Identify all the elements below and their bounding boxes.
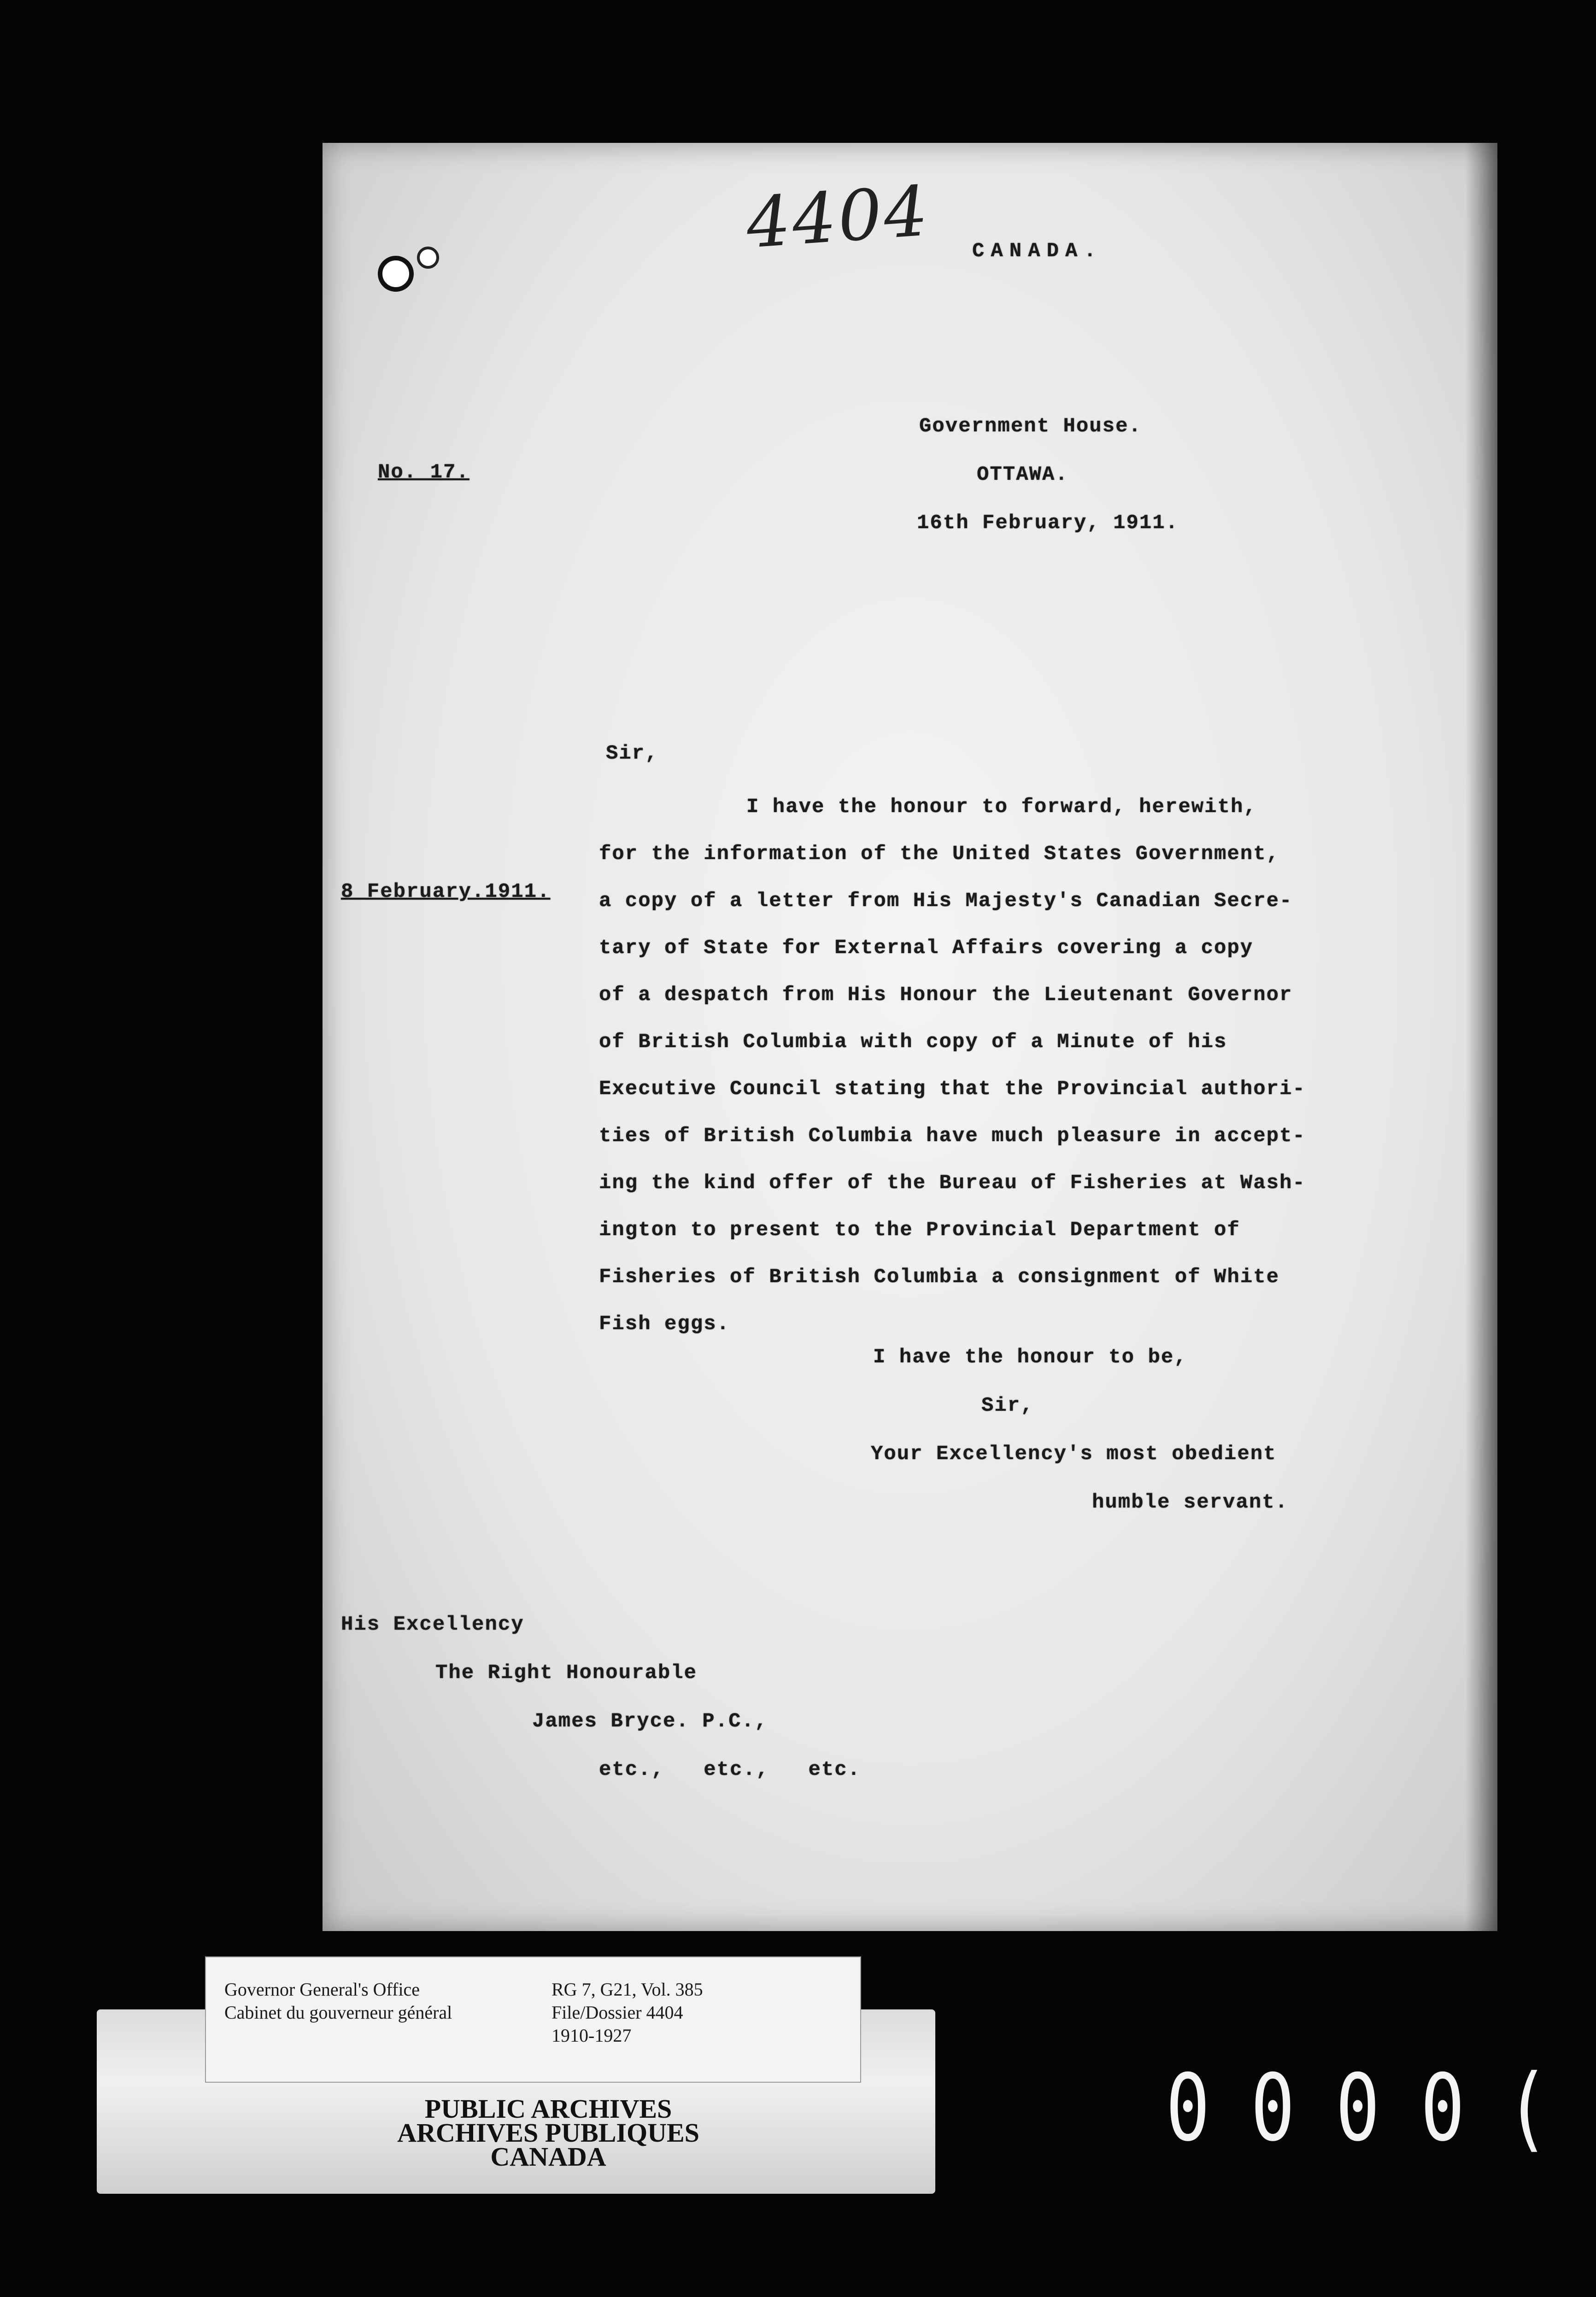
closing-line-2: Sir, bbox=[981, 1394, 1034, 1417]
archive-stamp bbox=[318, 2094, 779, 2172]
country-header: CANADA. bbox=[972, 240, 1103, 263]
address-line-1: Government House. bbox=[919, 415, 1142, 438]
archive-office bbox=[224, 1978, 452, 2024]
punch-hole bbox=[417, 247, 439, 269]
letter-body bbox=[599, 783, 1373, 1348]
stamp-line-1: PUBLIC ARCHIVES bbox=[424, 2094, 672, 2124]
closing-line-3: Your Excellency's most obedient bbox=[871, 1443, 1277, 1466]
frame-counter: 0000( bbox=[1166, 2054, 1590, 2162]
addressee-line-2: The Right Honourable bbox=[435, 1661, 698, 1684]
office-en: Governor General's Office bbox=[224, 1979, 420, 2000]
punch-hole bbox=[378, 256, 414, 292]
office-fr: Cabinet du gouverneur général bbox=[224, 2002, 452, 2023]
page-edge-shadow bbox=[1465, 143, 1497, 1931]
body-line: Executive Council stating that the Provincial authori- bbox=[599, 1078, 1306, 1101]
body-line: ing the kind offer of the Bureau of Fisheries at Wash- bbox=[599, 1172, 1306, 1195]
body-line: tary of State for External Affairs covering a copy bbox=[599, 936, 1254, 960]
body-line: for the information of the United States Government, bbox=[599, 842, 1280, 866]
body-line: of British Columbia with copy of a Minute of his bbox=[599, 1031, 1227, 1054]
letter-date: 16th February, 1911. bbox=[917, 512, 1179, 535]
addressee-line-4: etc., etc., etc. bbox=[599, 1758, 861, 1781]
stamp-line-2: ARCHIVES PUBLIQUES bbox=[397, 2118, 699, 2148]
archive-label bbox=[205, 1956, 861, 2083]
body-line: ington to present to the Provincial Department of bbox=[599, 1219, 1240, 1242]
addressee-line-1: His Excellency bbox=[341, 1613, 524, 1636]
salutation: Sir, bbox=[606, 742, 658, 765]
body-line: Fisheries of British Columbia a consignment of White bbox=[599, 1266, 1280, 1289]
body-line: I have the honour to forward, herewith, bbox=[746, 795, 1257, 819]
body-line: a copy of a letter from His Majesty's Canadian Secre- bbox=[599, 889, 1293, 913]
reference-number: RG 7, G21, Vol. 385 bbox=[552, 1979, 703, 2000]
closing-line-1: I have the honour to be, bbox=[873, 1346, 1187, 1369]
file-number: File/Dossier 4404 bbox=[552, 2002, 683, 2023]
closing-line-4: humble servant. bbox=[1092, 1491, 1289, 1514]
handwritten-file-number: 4404 bbox=[744, 171, 933, 264]
body-line: ties of British Columbia have much pleasure in accept- bbox=[599, 1125, 1306, 1148]
stamp-line-3: CANADA bbox=[490, 2142, 606, 2172]
archive-reference bbox=[552, 1978, 703, 2047]
addressee-line-3: James Bryce. P.C., bbox=[532, 1710, 768, 1733]
margin-note: 8 February.1911. bbox=[341, 880, 551, 903]
despatch-number: No. 17. bbox=[378, 461, 469, 484]
file-years: 1910-1927 bbox=[552, 2025, 632, 2046]
address-line-2: OTTAWA. bbox=[977, 463, 1068, 486]
body-line: of a despatch from His Honour the Lieutenant Governor bbox=[599, 984, 1293, 1007]
body-line: Fish eggs. bbox=[599, 1313, 730, 1336]
